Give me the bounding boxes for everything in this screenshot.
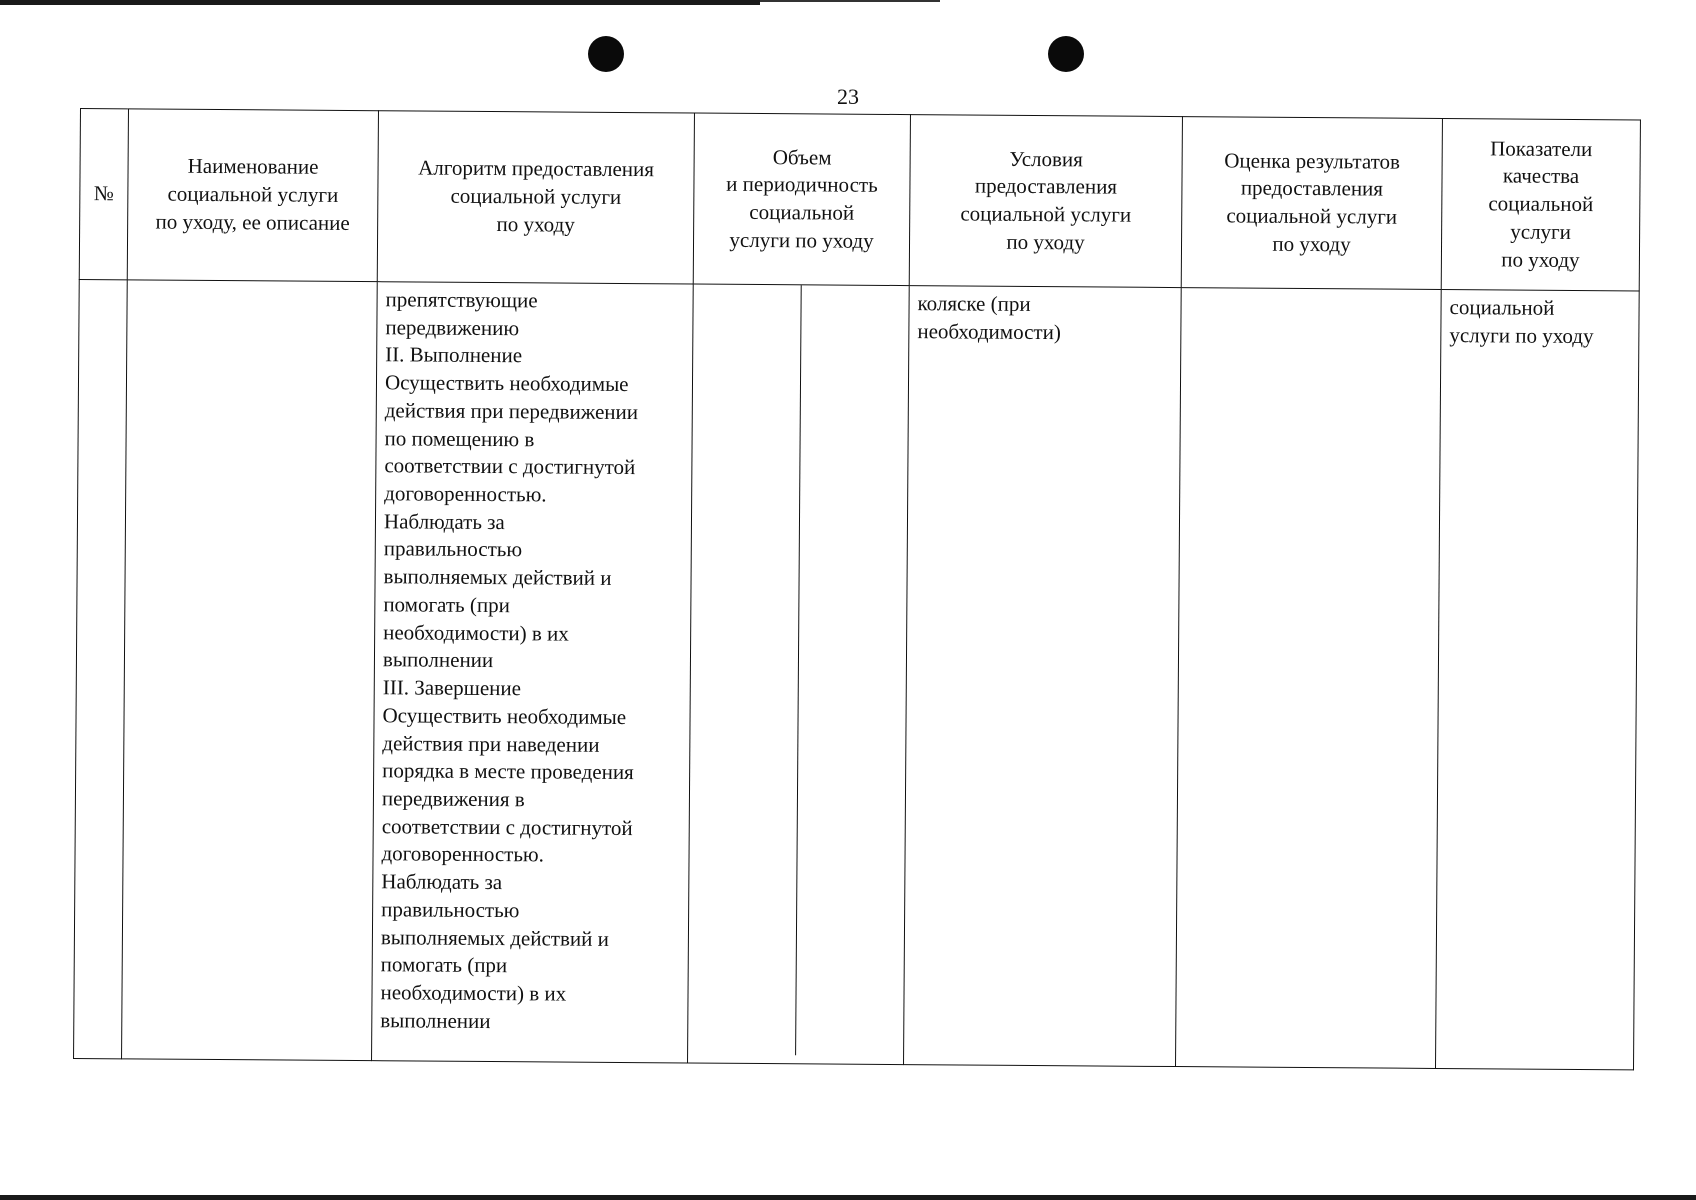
text-line: выполняемых действий и [380,924,609,951]
header-conditions [909,115,1182,288]
text-line: социальной услуги [167,181,339,208]
text-line: передвижения в [381,786,525,812]
text-line: социальной [1488,191,1594,217]
cell-quality [1435,289,1639,1069]
header-quality [1441,118,1640,290]
text-line: услуги [1510,219,1572,244]
cell-volume-right [795,285,909,1056]
scan-edge-bottom [0,1195,1696,1200]
text-line: по уходу, ее описание [155,209,350,235]
text-line: социальной услуги [960,201,1132,227]
cell-volume [688,284,910,1065]
text-line: социальной [1449,295,1555,320]
text-line: правильностью [381,897,520,923]
text-line: коляске (при [917,291,1031,316]
text-line: II. Выполнение [385,342,523,368]
text-line: Наблюдать за [381,869,503,895]
text-line: услуги по уходу [729,227,874,253]
services-table [73,108,1641,1070]
cell-conditions [904,286,1182,1067]
scan-edge-top-thin [760,0,940,2]
text-line: договоренностью. [384,481,547,507]
header-algorithm [377,111,694,284]
cell-service-name [122,280,378,1061]
text-line: действия при передвижении [384,398,639,424]
text-line: по уходу [1006,229,1085,255]
text-line: выполнении [380,1007,491,1033]
text-line: необходимости) [917,318,1061,344]
text-line: III. Завершение [382,675,522,701]
cell-volume-left [688,285,801,1056]
cell-algorithm [372,282,694,1063]
text-line: предоставления [1240,175,1384,201]
text-line: по уходу [496,211,575,237]
text-line: по уходу [1501,247,1580,272]
volume-split [688,285,909,1057]
header-volume [693,113,910,286]
cell-number [74,279,128,1058]
table-row [74,279,1640,1069]
text-line: помогать (при [383,592,510,618]
text-line: Осуществить необходимые [382,703,627,729]
header-number: № [79,109,128,280]
table-header-row [79,109,1640,291]
text-line: выполнении [382,647,494,673]
cell-evaluation [1176,288,1442,1069]
text-line: действия при наведении [382,730,600,757]
text-line: Объем [772,144,832,170]
text-line: по уходу [1272,231,1351,257]
text-line: Алгоритм предоставления [418,155,655,182]
text-line: соответствии с достигнутой [384,453,636,480]
text-line: Условия [1009,146,1083,171]
text-line: договоренностью. [381,841,545,867]
text-line: препятствующие [385,287,538,313]
text-line: выполняемых действий и [383,564,612,591]
page-number: 23 [837,84,859,109]
scan-edge-top [0,0,760,5]
text-line: Оценка результатов [1224,147,1401,174]
text-line: Наблюдать за [383,508,505,534]
text-line: передвижению [385,314,520,340]
text-line: социальной [749,199,855,225]
text-line: Осуществить необходимые [384,370,629,397]
text-line: порядка в месте проведения [382,758,634,785]
text-line: социальной услуги [1226,203,1398,229]
text-line: Наименование [187,154,319,180]
text-line: по помещению в [384,425,535,451]
text-line: соответствии с достигнутой [381,813,633,840]
text-line: социальной услуги [450,183,622,210]
text-line: необходимости) в их [380,980,567,1006]
text-line: и периодичность [726,172,878,198]
text-line: Показатели [1490,136,1593,161]
header-evaluation [1181,117,1442,290]
text-line: правильностью [383,536,523,562]
text-line: услуги по уходу [1449,322,1594,348]
text-line: качества [1502,163,1580,189]
punch-hole-left [588,36,624,72]
text-line: необходимости) в их [383,619,569,646]
header-service-name [127,109,378,282]
punch-hole-right [1048,36,1084,72]
text-line: помогать (при [380,952,508,978]
text-line: предоставления [974,173,1118,199]
